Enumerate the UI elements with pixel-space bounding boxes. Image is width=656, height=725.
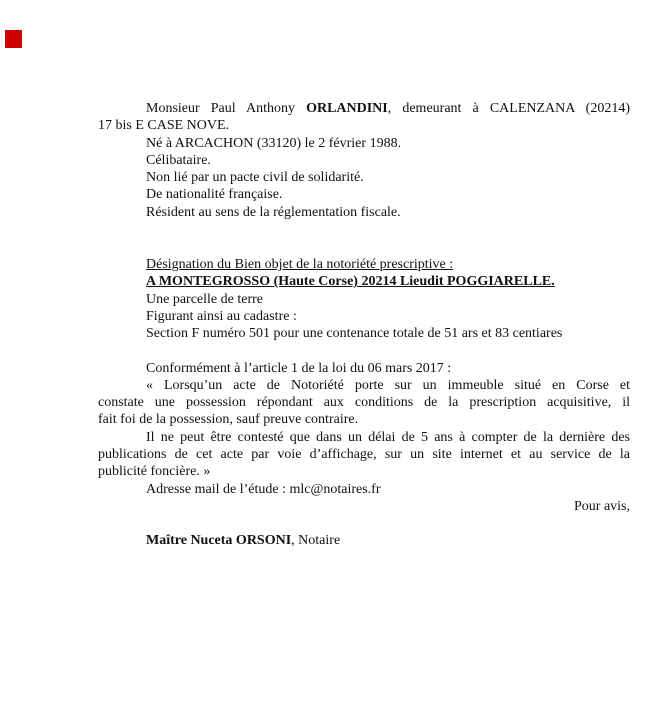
- line-residency: Résident au sens de la réglementation fiscale.: [146, 204, 401, 220]
- line-quote-5: publications de cet acte par voie d’affichage, sur un site internet et au service de la: [98, 447, 630, 463]
- property-location-text: A MONTEGROSSO (Haute Corse) 20214 Lieudit POGGIARELLE.: [146, 274, 555, 290]
- line-identity: [98, 100, 630, 117]
- red-square-marker: [5, 30, 22, 48]
- line-quote-4: Il ne peut être contesté que dans un délai de 5 ans à compter de la dernière des: [146, 429, 630, 445]
- section-heading-designation: [98, 256, 630, 273]
- line-quote-2: constate une possession répondant aux conditions de la prescription acquisitive, il: [98, 395, 630, 411]
- line-notary-signature: [98, 532, 630, 549]
- line-cadastre-section: Section F numéro 501 pour une contenance totale de 51 ars et 83 centiares: [146, 326, 563, 342]
- designation-heading-text: Désignation du Bien objet de la notoriété prescriptive :: [146, 257, 454, 273]
- document-content: [98, 100, 630, 550]
- notary-name: Maître Nuceta ORSONI: [146, 533, 292, 549]
- identity-prefix: Monsieur Paul Anthony: [146, 101, 307, 116]
- notary-title: , Notaire: [291, 533, 341, 549]
- line-marital-status: Célibataire.: [146, 152, 211, 168]
- line-address: 17 bis E CASE NOVE.: [98, 118, 230, 134]
- line-law-reference: Conformément à l’article 1 de la loi du 06 mars 2017 :: [146, 360, 452, 376]
- line-quote-6: publicité foncière. »: [98, 464, 211, 480]
- line-pacs: Non lié par un pacte civil de solidarité.: [146, 170, 364, 186]
- line-property-location: [98, 273, 630, 290]
- identity-suffix: , demeurant à CALENZANA (20214): [387, 101, 631, 116]
- line-parcel: Une parcelle de terre: [146, 291, 263, 307]
- line-pour-avis: Pour avis,: [574, 498, 630, 514]
- line-nationality: De nationalité française.: [146, 187, 283, 203]
- line-birth: Né à ARCACHON (33120) le 2 février 1988.: [146, 135, 402, 151]
- line-email: Adresse mail de l’étude : mlc@notaires.fr: [146, 481, 381, 497]
- identity-surname: ORLANDINI: [306, 101, 388, 116]
- line-quote-3: fait foi de la possession, sauf preuve contraire.: [98, 412, 359, 428]
- line-quote-1: « Lorsqu’un acte de Notoriété porte sur un immeuble situé en Corse et: [146, 377, 630, 393]
- line-cadastre-intro: Figurant ainsi au cadastre :: [146, 308, 297, 324]
